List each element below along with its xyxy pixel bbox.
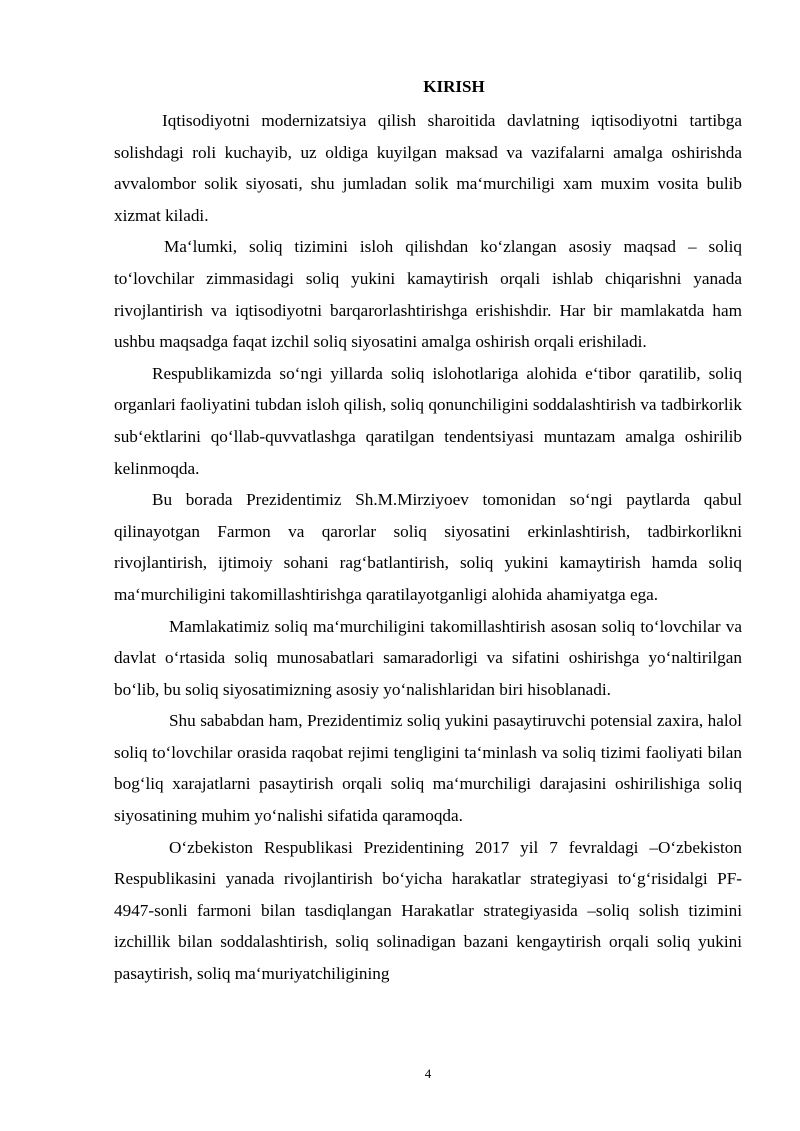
section-heading: KIRISH <box>423 77 485 96</box>
paragraph-1: Iqtisodiyotni modernizatsiya qilish sharoitida davlatning iqtisodiyotni tartibga solishdagi roli kuchayib, uz oldiga kuyilgan maksad va vazifalarni amalga oshirishda avvalombor solik siyosati, shu jumladan solik ma‘murchiligi xam muxim vosita bulib xizmat kiladi. <box>114 111 742 225</box>
paragraph-4: Bu borada Prezidentimiz Sh.M.Mirziyoev tomonidan so‘ngi paytlarda qabul qilinayotgan Farmon va qarorlar soliq siyosatini erkinlashtirish, tadbirkorlikni rivojlantirish, ijtimoiy sohani rag‘batlantirish, soliq yukini kamaytirish hamda soliq ma‘murchiligini takomillashtirishga qaratilayotganligi alohida ahamiyatga ega. <box>114 490 742 604</box>
paragraph-5: Mamlakatimiz soliq ma‘murchiligini takomillashtirish asosan soliq to‘lovchilar va davlat o‘rtasida soliq munosabatlari samaradorligi va sifatini oshirishga yo‘naltirilgan bo‘lib, bu soliq siyosatimizning asosiy yo‘nalishlaridan biri hisoblanadi. <box>114 616 742 699</box>
paragraph-2: Ma‘lumki, soliq tizimini isloh qilishdan ko‘zlangan asosiy maqsad – soliq to‘lovchilar zimmasidagi soliq yukini kamaytirish orqali ishlab chiqarishni yanada rivojlantirish va iqtisodiyotni barqarorlashtirishga erishishdir. Har bir mamlakatda ham ushbu maqsadga faqat izchil soliq siyosatini amalga oshirish orqali erishiladi. <box>114 237 742 352</box>
paragraph-3: Respublikamizda so‘ngi yillarda soliq islohotlariga alohida e‘tibor qaratilib, soliq organlari faoliyatini tubdan isloh qilish, soliq qonunchiligini soddalashtirish va tadbirkorlik sub‘ektlarini qo‘llab-quvvatlashga qaratilgan tendentsiyasi muntazam amalga oshirilib kelinmoqda. <box>114 363 742 478</box>
paragraph-6: Shu sababdan ham, Prezidentimiz soliq yukini pasaytiruvchi potensial zaxira, halol soliq to‘lovchilar orasida raqobat rejimi tengligini ta‘minlash va soliq tizimi faoliyati bilan bog‘liq xarajatlarni pasaytirish orqali soliq ma‘murchiligi darajasini oshirilishiga soliq siyosatining muhim yo‘nalishi sifatida qaramoqda. <box>114 711 742 826</box>
page-number: 4 <box>424 1066 432 1081</box>
body-text <box>114 105 742 990</box>
paragraph-7: O‘zbekiston Respublikasi Prezidentining 2017 yil 7 fevraldagi –O‘zbekiston Respublikasini yanada rivojlantirish bo‘yicha harakatlar strategiyasi to‘g‘risidalgi PF-4947-sonli farmoni bilan tasdiqlangan Harakatlar strategiyasida –soliq solish tizimini izchillik bilan soddalashtirish, soliq solinadigan bazani kengaytirish orqali soliq yukini pasaytirish, soliq ma‘muriyatchiligining <box>114 837 742 984</box>
